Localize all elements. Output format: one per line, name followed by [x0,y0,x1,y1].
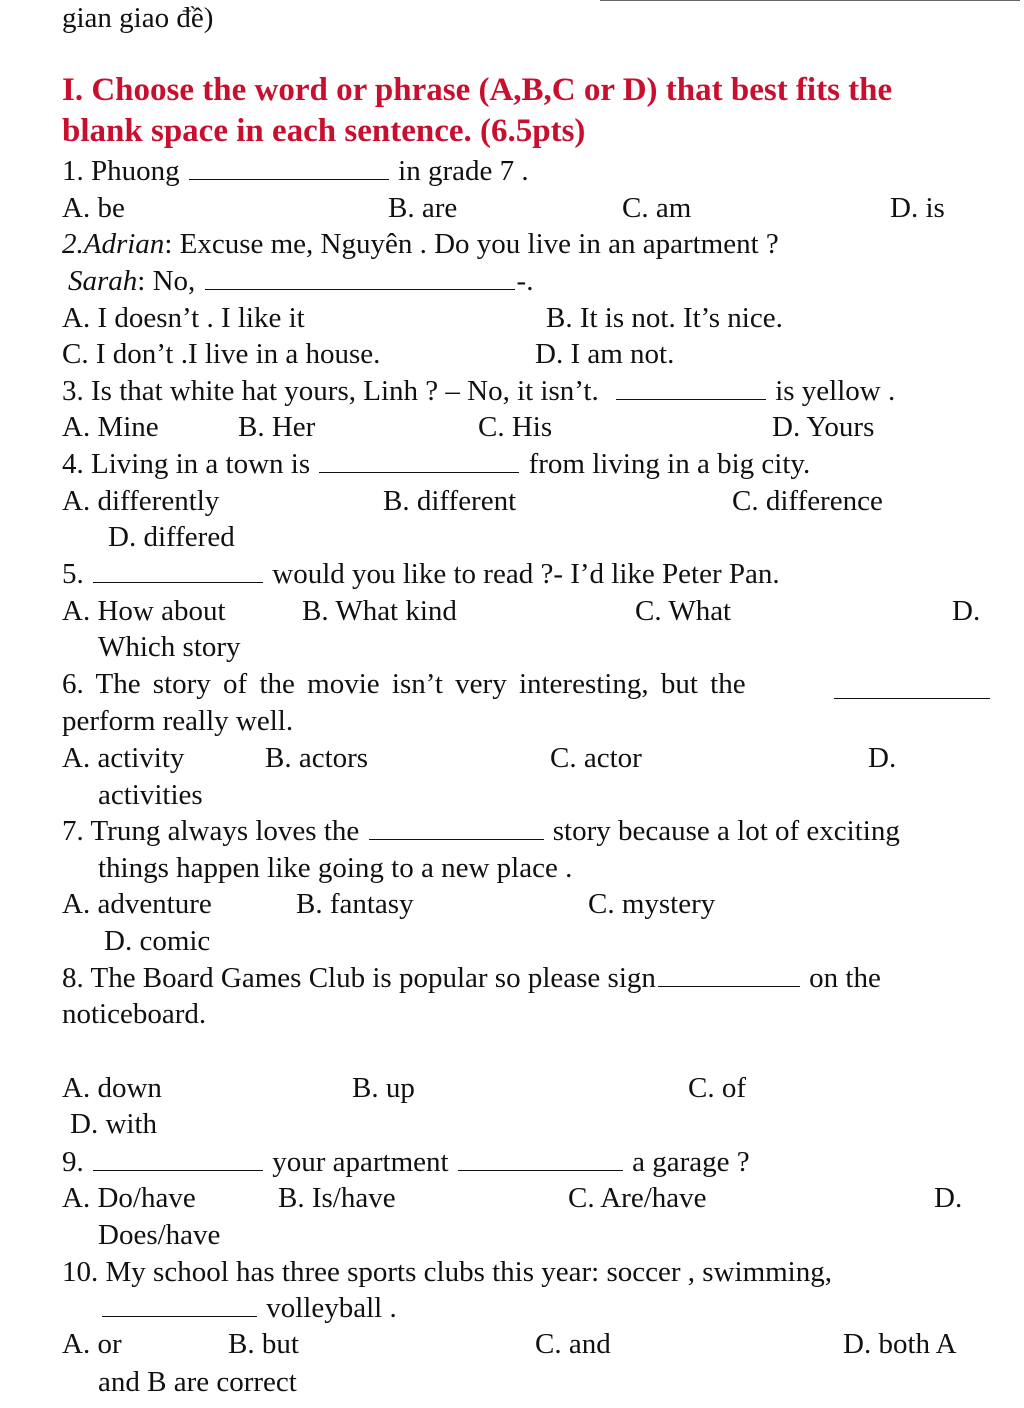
q5-option-d-continued[interactable]: Which story [98,631,241,663]
q6-option-b[interactable]: B. actors [265,742,369,774]
q6-option-d[interactable]: D. [868,742,897,774]
q1-option-a[interactable]: A. be [62,192,125,224]
q8-option-a[interactable]: A. down [62,1072,162,1104]
q4-answer-blank[interactable] [319,471,519,473]
question-8-line1 [62,964,881,993]
q9-option-b[interactable]: B. Is/have [278,1182,396,1214]
q5-option-c[interactable]: C. What [635,595,732,627]
q9-text-after: a garage ? [632,1146,750,1178]
q8-text-before: 8. The Board Games Club is popular so please sign [62,962,656,994]
q3-text-before: 3. Is that white hat yours, Linh ? – No, it isn’t. [62,375,599,407]
q2-option-a[interactable]: A. I doesn’t . I like it [62,302,305,334]
question-9 [62,1148,750,1177]
q3-option-a[interactable]: A. Mine [62,411,159,443]
cut-off-line [600,0,1020,1]
question-5 [62,560,780,589]
question-4 [62,450,810,479]
q6-option-c[interactable]: C. actor [550,742,642,774]
q10-text-after: volleyball . [266,1292,397,1324]
q7-answer-blank[interactable] [369,838,544,840]
q10-option-c[interactable]: C. and [535,1328,611,1360]
q2-option-c[interactable]: C. I don’t .I live in a house. [62,338,381,370]
q1-option-b[interactable]: B. are [388,192,458,224]
q5-option-d[interactable]: D. [952,595,981,627]
q1-text-before: 1. Phuong [62,155,180,187]
q7-line2-text: things happen like going to a new place . [98,852,573,884]
q6-line2-text: perform really well. [62,705,294,737]
q7-text-before: 7. Trung always loves the [62,815,360,847]
q10-answer-blank[interactable] [102,1315,257,1317]
q10-option-a[interactable]: A. or [62,1328,122,1360]
q2-line2-text: : No, [137,265,196,297]
q2-option-d[interactable]: D. I am not. [535,338,675,370]
q7-text-after: story because a lot of exciting [552,815,900,847]
q3-option-d[interactable]: D. Yours [772,411,875,443]
q4-text-after: from living in a big city. [528,448,811,480]
q4-option-a[interactable]: A. differently [62,485,220,517]
q8-answer-blank[interactable] [658,985,800,987]
question-1 [62,157,529,186]
question-2-line1 [62,230,779,259]
q8-option-c[interactable]: C. of [688,1072,746,1104]
q6-line1-text: 6. The story of the movie isn’t very interesting, but the [62,668,746,700]
section-heading-line2: blank space in each sentence. (6.5pts) [62,113,586,149]
q3-text-after: is yellow . [775,375,896,407]
q7-option-a[interactable]: A. adventure [62,888,212,920]
q8-text-after: on the [809,962,881,994]
q10-option-b[interactable]: B. but [228,1328,299,1360]
q2-line2-end: -. [516,265,534,297]
q4-option-b[interactable]: B. different [383,485,517,517]
q4-text-before: 4. Living in a town is [62,448,311,480]
cut-off-next-line [0,1398,1024,1408]
q6-option-a[interactable]: A. activity [62,742,185,774]
q2-option-b[interactable]: B. It is not. It’s nice. [546,302,783,334]
q1-option-c[interactable]: C. am [622,192,692,224]
q6-answer-blank[interactable] [834,697,990,699]
q9-option-d-continued[interactable]: Does/have [98,1219,221,1251]
q1-option-d[interactable]: D. is [890,192,945,224]
q5-answer-blank[interactable] [93,581,263,583]
question-10-line2 [100,1294,397,1323]
q5-text-after: would you like to read ?- I’d like Peter Pan. [272,558,780,590]
q3-answer-blank[interactable] [616,398,766,400]
q10-line1-text: 10. My school has three sports clubs this year: soccer , swimming, [62,1256,832,1288]
q5-text-before: 5. [62,558,84,590]
q8-option-d[interactable]: D. with [70,1108,157,1140]
q5-option-a[interactable]: A. How about [62,595,226,627]
question-3 [62,377,895,406]
q4-option-d[interactable]: D. differed [108,521,235,553]
q2-answer-blank[interactable] [205,288,515,290]
q4-option-c[interactable]: C. difference [732,485,883,517]
q9-answer-blank-1[interactable] [93,1169,263,1171]
q7-option-c[interactable]: C. mystery [588,888,716,920]
q9-option-c[interactable]: C. Are/have [568,1182,707,1214]
q9-option-d[interactable]: D. [934,1182,963,1214]
q7-option-b[interactable]: B. fantasy [296,888,414,920]
q2-line1-text: : Excuse me, Nguyên . Do you live in an apartment ? [164,228,779,260]
question-7-line1 [62,817,900,846]
q3-option-c[interactable]: C. His [478,411,553,443]
q2-speaker-sarah: Sarah [68,265,138,297]
q9-text-before: 9. [62,1146,84,1178]
q1-answer-blank[interactable] [189,178,389,180]
section-heading-line1: I. Choose the word or phrase (A,B,C or D) that best fits the [62,72,893,108]
q9-text-middle: your apartment [272,1146,449,1178]
q9-option-a[interactable]: A. Do/have [62,1182,196,1214]
q10-option-d-continued[interactable]: and B are correct [98,1366,297,1398]
q3-option-b[interactable]: B. Her [238,411,316,443]
q7-option-d[interactable]: D. comic [104,925,211,957]
q8-option-b[interactable]: B. up [352,1072,415,1104]
q1-text-after: in grade 7 . [398,155,529,187]
question-2-line2 [68,267,533,296]
q6-option-d-continued[interactable]: activities [98,779,203,811]
q8-line2-text: noticeboard. [62,998,207,1030]
q9-answer-blank-2[interactable] [458,1169,623,1171]
question-6-line1 [62,670,746,699]
q2-speaker-adrian: 2.Adrian [62,228,165,260]
q5-option-b[interactable]: B. What kind [302,595,457,627]
q10-option-d[interactable]: D. both A [843,1328,957,1360]
header-fragment-text: gian giao đề) [62,2,214,34]
